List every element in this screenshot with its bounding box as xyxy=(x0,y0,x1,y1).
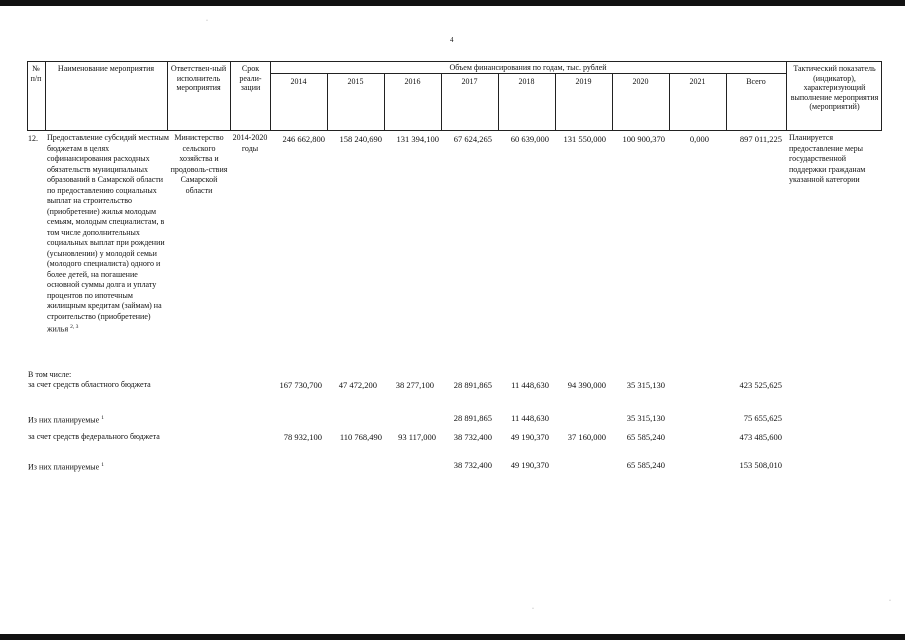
header-year: 2017 xyxy=(461,77,478,86)
subrow-label-text: Из них планируемые xyxy=(28,415,100,425)
subrow-footnote: 1 xyxy=(101,415,104,421)
value-cell: 158 240,690 xyxy=(339,134,382,144)
row-name xyxy=(47,133,169,335)
value-cell: 246 662,800 xyxy=(282,134,325,144)
scan-speck: · xyxy=(889,598,891,604)
value-cell: 67 624,265 xyxy=(453,134,492,144)
value-cell: 35 315,130 xyxy=(626,380,665,390)
scan-bottom-border xyxy=(0,634,905,640)
value-cell: 131 394,100 xyxy=(396,134,439,144)
value-cell: 28 891,865 xyxy=(453,413,492,423)
header-indicator: Тактический показатель (индикатор), характеризующий выполнение мероприятия (мероприятий) xyxy=(790,64,879,111)
value-cell: 100 900,370 xyxy=(622,134,665,144)
header-num: № п/п xyxy=(30,64,42,83)
value-cell: 38 732,400 xyxy=(453,432,492,442)
value-cell: 131 550,000 xyxy=(563,134,606,144)
grid-line xyxy=(270,73,786,74)
value-total: 473 485,600 xyxy=(739,432,782,442)
header-executor: Ответствен-ный исполнитель мероприятия xyxy=(170,64,227,92)
subrow-label xyxy=(28,460,168,473)
value-cell: 37 160,000 xyxy=(567,432,606,442)
subrow-label-text: Из них планируемые xyxy=(28,462,100,472)
row-period: 2014-2020 годы xyxy=(232,133,268,153)
header-year: 2021 xyxy=(689,77,706,86)
value-cell: 47 472,200 xyxy=(338,380,377,390)
grid-line xyxy=(45,61,46,131)
page-number: 4 xyxy=(450,36,454,44)
row-name-text: Предоставление субсидий местным бюджетам в целях софинансирования расходных обязательств муниципальных образований в Самарской области по предоставлению социальных выплат на строительство (приобретение) жилья молодым семьям, молодым специалистам, в том числе дополнительных социальных выплат при рождении (усыновлении) у молодой семьи (молодого специалиста) одного и более детей, на погашение основной суммы долга и уплату процентов по ипотечным жилищным кредитам (займам) на строительство (приобретение) жилья xyxy=(47,133,169,334)
scan-top-border xyxy=(0,0,905,6)
including-label: В том числе: xyxy=(28,370,72,379)
subrow-label xyxy=(28,413,168,426)
value-cell: 49 190,370 xyxy=(510,460,549,470)
value-cell: 0,000 xyxy=(689,134,709,144)
value-total: 897 011,225 xyxy=(739,134,782,144)
header-year: 2014 xyxy=(290,77,307,86)
header-year: 2020 xyxy=(632,77,649,86)
value-cell: 49 190,370 xyxy=(510,432,549,442)
header-year: 2016 xyxy=(404,77,421,86)
grid-line xyxy=(270,61,271,131)
value-cell: 60 639,000 xyxy=(510,134,549,144)
scan-speck: · xyxy=(532,606,534,612)
value-cell: 94 390,000 xyxy=(567,380,606,390)
row-name-footnote: 2, 3 xyxy=(70,324,79,330)
header-name: Наименование мероприятия xyxy=(57,64,155,73)
value-total: 153 508,010 xyxy=(739,460,782,470)
value-total: 423 525,625 xyxy=(739,380,782,390)
value-cell: 78 932,100 xyxy=(283,432,322,442)
header-financing: Объем финансирования по годам, тыс. рублей xyxy=(449,63,607,72)
subrow-label: за счет средств областного бюджета xyxy=(28,380,151,389)
header-year: 2018 xyxy=(518,77,535,86)
value-total: 75 655,625 xyxy=(743,413,782,423)
row-executor: Министерство сельского хозяйства и продоволь-ствия Самарской области xyxy=(170,133,228,195)
value-cell: 93 117,000 xyxy=(398,432,436,442)
value-cell: 38 277,100 xyxy=(395,380,434,390)
value-cell: 11 448,630 xyxy=(511,413,549,423)
value-cell: 110 768,490 xyxy=(339,432,382,442)
header-year: 2019 xyxy=(575,77,592,86)
header-year: 2015 xyxy=(347,77,364,86)
value-cell: 28 891,865 xyxy=(453,380,492,390)
row-number: 12. xyxy=(28,134,38,143)
header-total: Всего xyxy=(746,77,766,86)
row-indicator: Планируется предоставление меры государственной поддержки гражданам указанной категории xyxy=(789,133,866,184)
subrow-label: за счет средств федерального бюджета xyxy=(28,432,160,441)
value-cell: 35 315,130 xyxy=(626,413,665,423)
subrow-footnote: 1 xyxy=(101,462,104,468)
scan-speck: · xyxy=(206,18,208,24)
value-cell: 167 730,700 xyxy=(279,380,322,390)
value-cell: 11 448,630 xyxy=(511,380,549,390)
value-cell: 65 585,240 xyxy=(626,460,665,470)
header-period: Срок реали-зации xyxy=(239,64,262,92)
grid-line xyxy=(786,61,787,131)
grid-line xyxy=(230,61,231,131)
value-cell: 65 585,240 xyxy=(626,432,665,442)
value-cell: 38 732,400 xyxy=(453,460,492,470)
